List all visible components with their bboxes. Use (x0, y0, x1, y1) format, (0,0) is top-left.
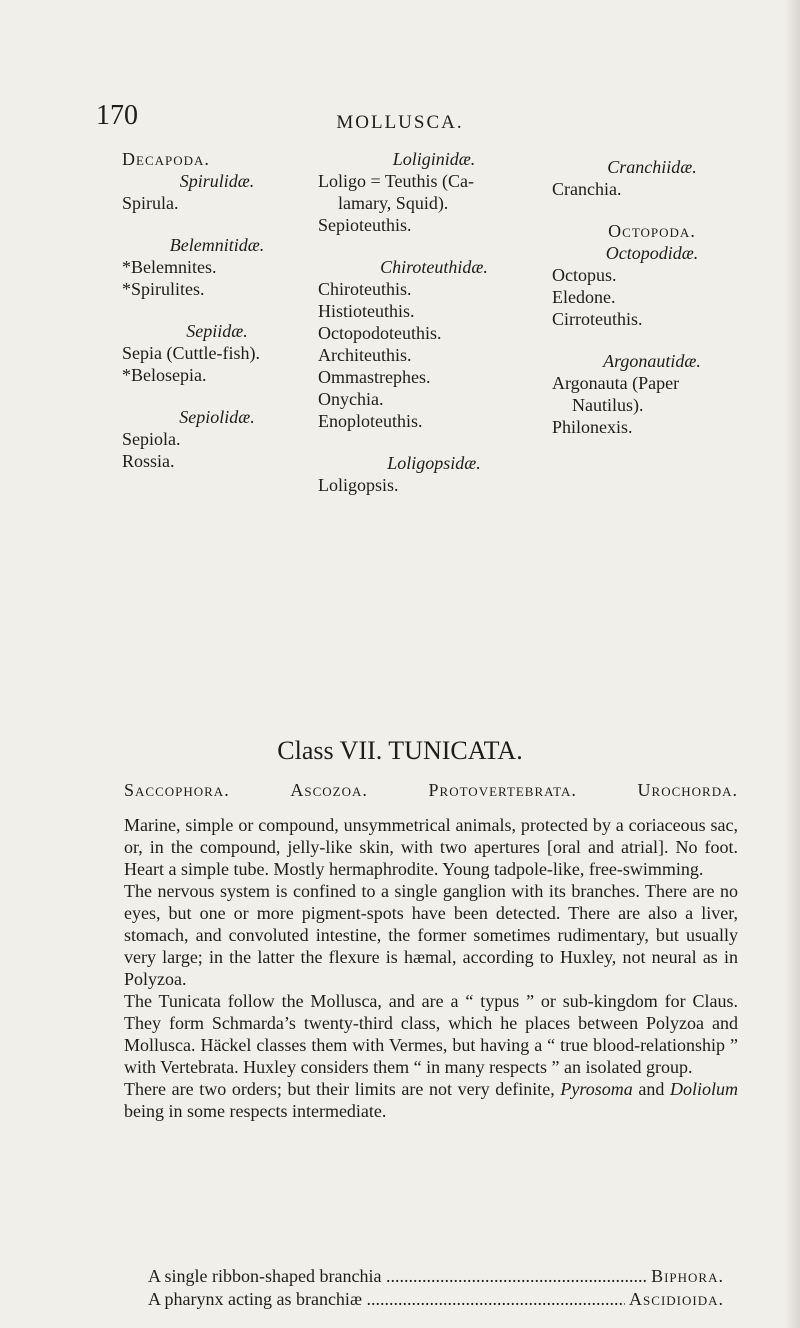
paragraph: The Tunicata follow the Mollusca, and are a “ typus ” or sub-kingdom for Claus. They form Schmarda’s twenty-third class, which he places between Polyzoa and Mollusca. Häckel classes them with Vermes, but having a “ true blood-relationship ” with Vertebrata. Huxley considers them “ in many respects ” an isolated group. (124, 991, 738, 1077)
family-heading: Sepiolidæ. (179, 407, 255, 427)
subgroup-list (124, 780, 738, 801)
body-text (124, 814, 738, 1122)
genus-item: Sepioteuthis. (318, 215, 412, 235)
classification-column-3 (552, 148, 752, 438)
class-title: Class VII. TUNICATA. (277, 736, 523, 765)
genus-item: Sepiola. (122, 429, 181, 449)
genus-item: Spirula. (122, 193, 179, 213)
paragraph-text: There are two orders; but their limits are not very definite, (124, 1079, 561, 1099)
classification-column-1 (122, 148, 312, 472)
genus-item: Philonexis. (552, 417, 633, 437)
genus-item: Histioteuthis. (318, 301, 415, 321)
family-heading: Argonautidæ. (603, 351, 701, 371)
genus-item: Onychia. (318, 389, 384, 409)
page-edge-shadow (784, 0, 800, 1328)
family-heading: Octopodidæ. (605, 243, 699, 263)
genus-item: *Belosepia. (122, 365, 207, 385)
family-heading: Belemnitidæ. (169, 235, 265, 255)
genus-item: Cirroteuthis. (552, 309, 643, 329)
classification-column-2 (318, 148, 550, 496)
genus-name: Doliolum (669, 1079, 738, 1099)
paragraph (124, 1078, 738, 1122)
genus-item: Architeuthis. (318, 345, 412, 365)
key-line (148, 1266, 724, 1287)
key-line (148, 1289, 724, 1310)
paragraph: Marine, simple or compound, unsymmetrical animals, protected by a coriaceous sac, or, in the compound, jelly-like skin, with two apertures [oral and atrial]. No foot. Heart a simple tube. Mostly hermaphrodite. Young tadpole-like, free-swimming. (124, 815, 738, 879)
subgroup-name: Urochorda. (637, 780, 738, 800)
family-heading: Sepiidæ. (186, 321, 248, 341)
page-header (0, 100, 800, 140)
genus-item: *Spirulites. (122, 279, 205, 299)
key-result: Biphora. (651, 1266, 724, 1286)
genus-item: Ommastrephes. (318, 367, 431, 387)
genus-item: Enoploteuthis. (318, 411, 423, 431)
genus-item: Eledone. (552, 287, 616, 307)
genus-item: lamary, Squid). (338, 193, 449, 213)
subgroup-name: Protovertebrata. (428, 780, 577, 800)
family-heading: Spirulidæ. (179, 171, 255, 191)
order-heading: Decapoda. (122, 149, 210, 169)
family-heading: Chiroteuthidæ. (380, 257, 488, 277)
genus-item: Octopus. (552, 265, 617, 285)
genus-item: Sepia (Cuttle-fish). (122, 343, 260, 363)
family-heading: Loligopsidæ. (387, 453, 481, 473)
genus-item: Chiroteuthis. (318, 279, 412, 299)
key-text: A single ribbon-shaped branchia ..... (148, 1266, 647, 1287)
family-heading: Cranchiidæ. (607, 157, 697, 177)
subgroup-name: Ascozoa. (290, 780, 368, 800)
subgroup-name: Saccophora. (124, 780, 230, 800)
paragraph-text: and (632, 1079, 670, 1099)
paragraph-text: being in some respects intermediate. (124, 1101, 387, 1121)
page-number: 170 (96, 100, 138, 131)
genus-item: Loligo = Teuthis (Ca- (318, 171, 475, 191)
running-head: MOLLUSCA. (336, 112, 464, 133)
order-heading: Octopoda. (608, 221, 696, 241)
family-heading: Loliginidæ. (392, 149, 476, 169)
genus-name: Pyrosoma (560, 1079, 633, 1099)
paragraph: The nervous system is confined to a single ganglion with its branches. There are no eyes, but one or more pigment-spots have been detected. There are also a liver, stomach, and convoluted intestine, the former sometimes rudimentary, but usually very large; in the latter the flexure is hæmal, according to Huxley, not neural as in Polyzoa. (124, 881, 738, 989)
genus-item: Loligopsis. (318, 475, 399, 495)
key-result: Ascidioida. (629, 1289, 724, 1309)
genus-item: Rossia. (122, 451, 175, 471)
key-text: A pharynx acting as branchiæ ..... (148, 1289, 625, 1310)
genus-item: Octopodoteuthis. (318, 323, 442, 343)
genus-item: *Belemnites. (122, 257, 217, 277)
genus-item: Argonauta (Paper (552, 373, 680, 393)
genus-item: Nautilus). (572, 395, 644, 415)
genus-item: Cranchia. (552, 179, 622, 199)
